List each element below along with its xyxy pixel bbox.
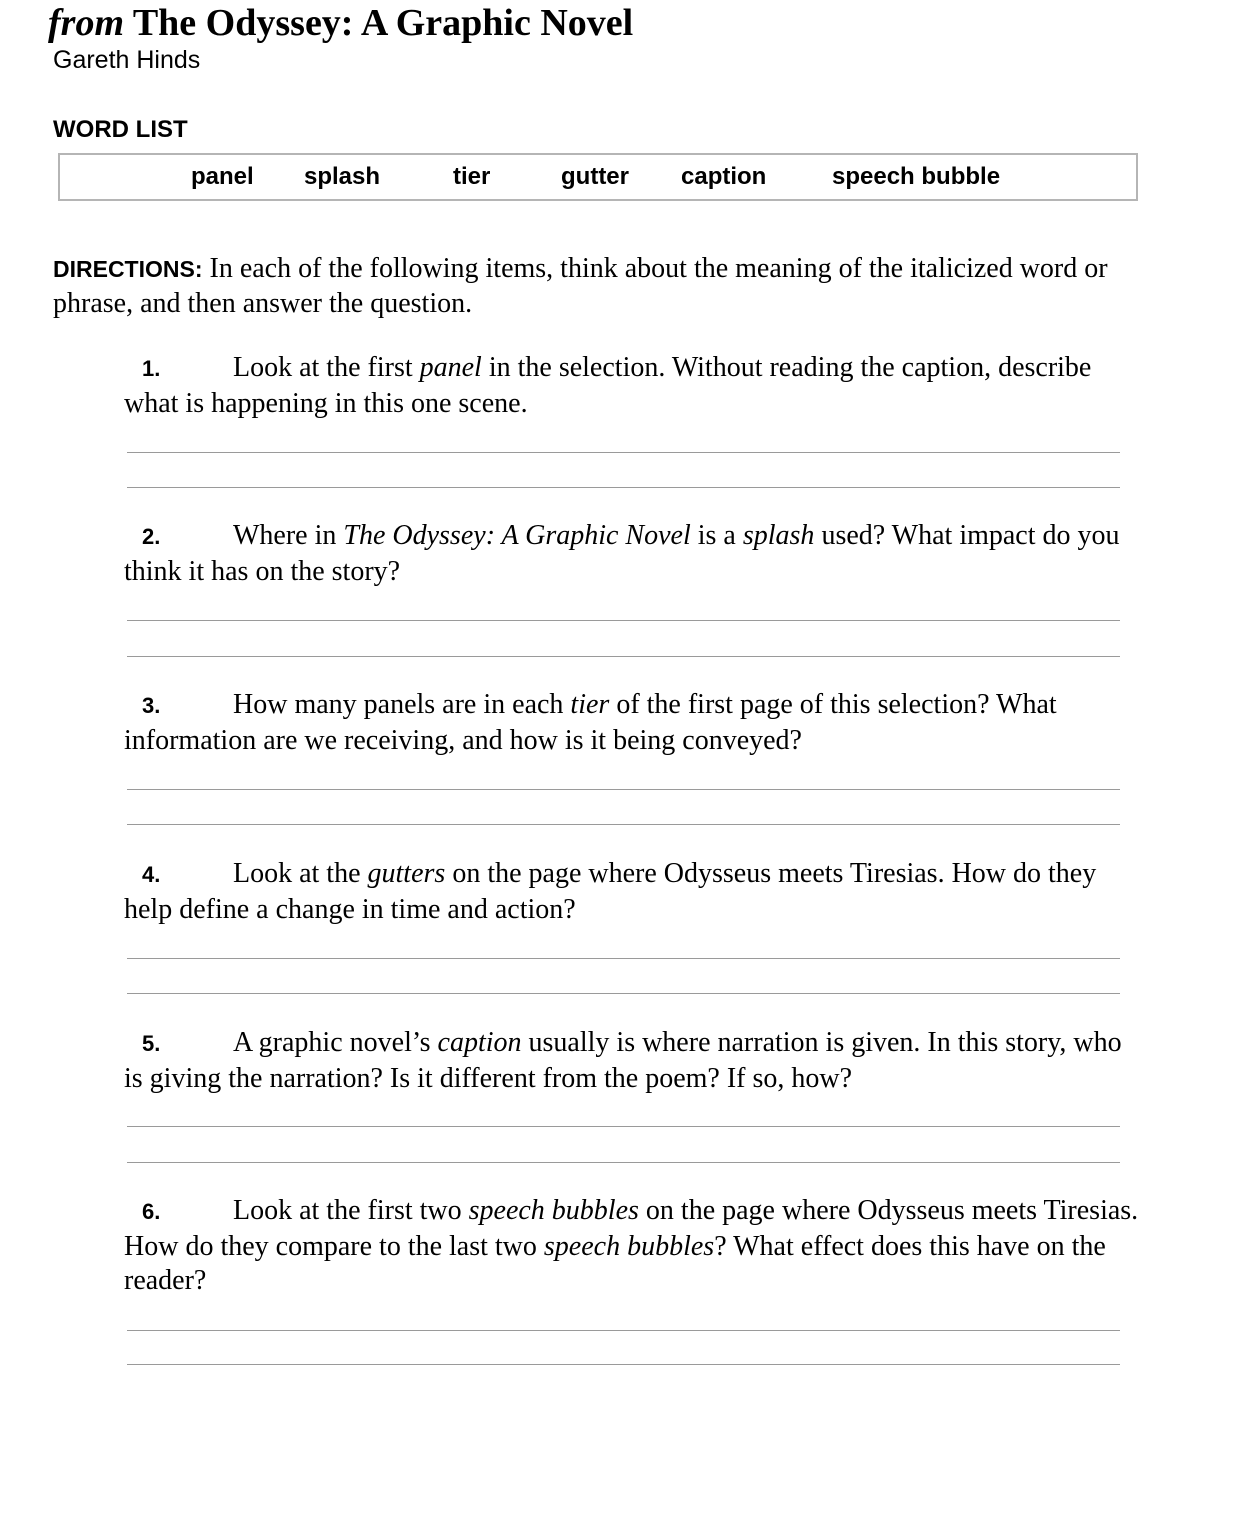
question-text	[124, 352, 1091, 419]
title-prefix: from	[48, 2, 124, 44]
question-text-run: used? What impact do you think it has on the story?	[124, 520, 1120, 587]
title-main: The Odyssey: A Graphic Novel	[132, 2, 634, 44]
italic-term: The Odyssey: A Graphic Novel	[343, 520, 691, 551]
directions-text: In each of the following items, think about the meaning of the italicized word or phrase, and then answer the question.	[53, 253, 1108, 319]
question-item	[124, 688, 1144, 758]
question-text-run: on the page where Odysseus meets Tiresias. How do they compare to the last two	[124, 1195, 1139, 1262]
answer-line[interactable]	[127, 958, 1120, 959]
italic-term: speech bubbles	[468, 1195, 639, 1226]
answer-line[interactable]	[127, 656, 1120, 657]
answer-line[interactable]	[127, 452, 1120, 453]
italic-term: splash	[742, 520, 815, 551]
word-list-item: tier	[453, 163, 491, 190]
question-text	[124, 1195, 1138, 1296]
question-text	[124, 858, 1096, 925]
question-item	[124, 1194, 1144, 1299]
question-number: 2.	[142, 524, 161, 549]
word-list-item: panel	[191, 163, 254, 190]
answer-line[interactable]	[127, 620, 1120, 621]
word-list-item: splash	[304, 163, 381, 190]
word-list-item: speech bubble	[832, 163, 1001, 190]
question-text-run: ? What effect does this have on the reader?	[124, 1230, 1106, 1296]
question-text-run: on the page where Odysseus meets Tiresias. How do they help define a change in time and action?	[124, 858, 1097, 925]
directions-label: DIRECTIONS:	[53, 256, 203, 282]
italic-term: gutters	[367, 858, 446, 889]
question-number: 3.	[142, 693, 161, 718]
word-list-item: gutter	[561, 163, 629, 190]
answer-line[interactable]	[127, 1126, 1120, 1127]
question-text-run: Look at the first	[233, 352, 420, 383]
question-text-run: usually is where narration is given. In this story, who is giving the narration? Is it different from the poem? If so, how?	[124, 1027, 1122, 1094]
word-list-heading: WORD LIST	[53, 116, 188, 143]
answer-line[interactable]	[127, 993, 1120, 994]
question-text-run: A graphic novel’s	[233, 1027, 438, 1058]
question-item	[124, 519, 1144, 589]
directions	[53, 252, 1113, 321]
question-text-run: of the first page of this selection? What information are we receiving, and how is it being conveyed?	[124, 689, 1057, 756]
question-item	[124, 351, 1144, 421]
question-text	[124, 1027, 1122, 1094]
page-title	[48, 0, 633, 46]
question-text-run: How many panels are in each	[233, 689, 571, 720]
question-text	[124, 520, 1120, 587]
italic-term: speech bubbles	[543, 1230, 715, 1262]
question-text-run: Look at the	[233, 858, 368, 889]
italic-term: tier	[570, 689, 610, 720]
author-name: Gareth Hinds	[53, 46, 201, 74]
question-item	[124, 1026, 1144, 1096]
answer-line[interactable]	[127, 789, 1120, 790]
question-text-run: is a	[690, 520, 743, 551]
italic-term: panel	[419, 352, 482, 383]
question-number: 4.	[142, 862, 161, 887]
answer-line[interactable]	[127, 1330, 1120, 1331]
word-list-item: caption	[681, 163, 767, 190]
answer-line[interactable]	[127, 824, 1120, 825]
question-text-run: Look at the first two	[233, 1195, 469, 1226]
question-number: 6.	[142, 1199, 161, 1224]
answer-line[interactable]	[127, 1162, 1120, 1163]
question-text	[124, 689, 1057, 756]
answer-line[interactable]	[127, 487, 1120, 488]
question-text-run: Where in	[233, 520, 344, 551]
question-number: 5.	[142, 1031, 161, 1056]
question-text-run: in the selection. Without reading the caption, describe what is happening in this one scene.	[124, 352, 1092, 419]
italic-term: caption	[437, 1027, 522, 1058]
question-item	[124, 857, 1144, 927]
answer-line[interactable]	[127, 1364, 1120, 1365]
question-number: 1.	[142, 356, 161, 381]
